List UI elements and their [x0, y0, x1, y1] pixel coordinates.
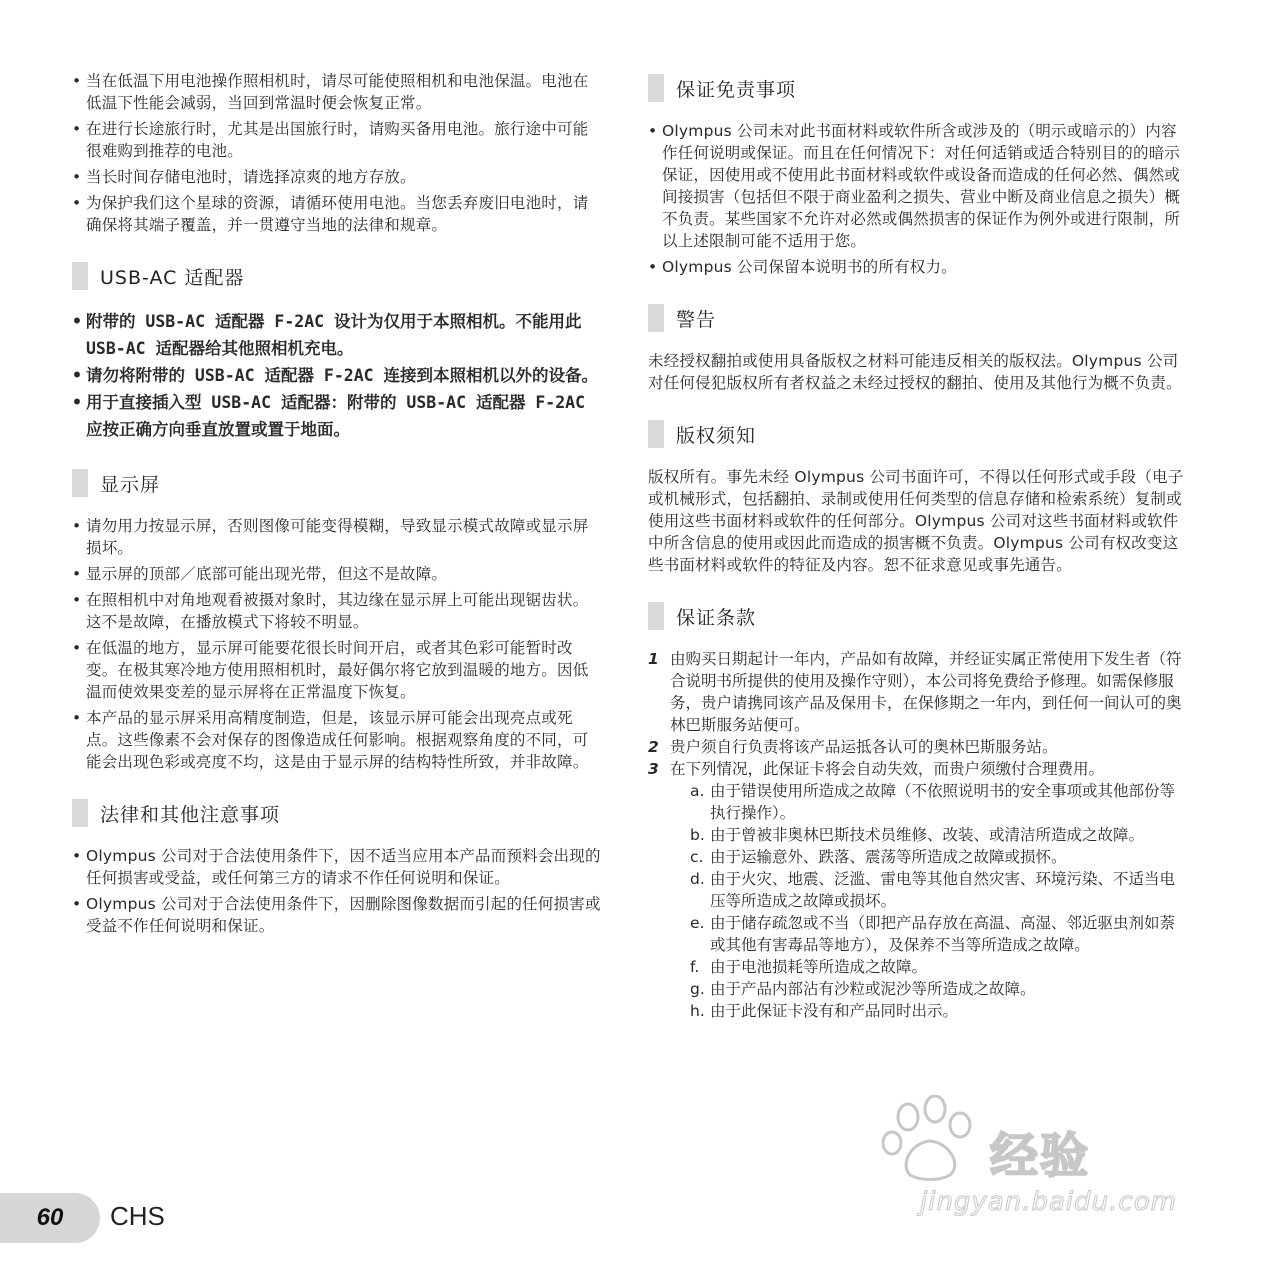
page-number-tab — [0, 1193, 100, 1243]
heading-bar — [648, 602, 664, 630]
sub-letter: f. — [690, 958, 700, 976]
item-number: 3 — [648, 760, 659, 778]
list-item: • Olympus 公司未对此书面材料或软件所含或涉及的（明示或暗示的）内容作任何说明或保证。而且在任何情况下：对任何适销或适合特别目的的暗示保证，因使用或不使用此书面材料或软件或设备而造成的任何必然、偶然或间接损害（包括但不限于商业盈利之损失、营业中断及商业信息之损失）概不负责。某些国家不允许对必然或偶然损害的保证作为例外或进行限制，所以上述限制可能不适用于您。 — [648, 120, 1188, 252]
sub-text: 由于电池损耗等所造成之故障。 — [710, 958, 928, 976]
sub-item — [690, 956, 1188, 978]
sub-text: 由于曾被非奥林巴斯技术员维修、改装、或清洁所造成之故障。 — [710, 826, 1145, 844]
item-text: 由购买日期起计一年内，产品如有故障，并经证实属正常使用下发生者（符合说明书所提供的使用及操作守则），本公司将免费给予修理。如需保修服务，贵户请携同该产品及保用卡，在保修期之一年内，到任何一间认可的奥林巴斯服务站便可。 — [670, 650, 1182, 734]
list-item: • 显示屏的顶部／底部可能出现光带，但这不是故障。 — [72, 563, 602, 585]
list-item: • 请勿用力按显示屏，否则图像可能变得模糊，导致显示模式故障或显示屏损坏。 — [72, 515, 602, 559]
page-number: 60 — [36, 1204, 64, 1231]
list-item: • Olympus 公司对于合法使用条件下，因不适当应用本产品而预料会出现的任何损害或受益，或任何第三方的请求不作任何说明和保证。 — [72, 845, 602, 889]
sub-letter: e. — [690, 914, 705, 932]
sub-item — [690, 824, 1188, 846]
warranty-heading — [648, 602, 1188, 630]
sub-letter: g. — [690, 980, 705, 998]
display-heading — [72, 469, 602, 497]
list-item: • 在进行长途旅行时，尤其是出国旅行时，请购买备用电池。旅行途中可能很难购到推荐的电池。 — [72, 118, 602, 162]
list-item: • Olympus 公司保留本说明书的所有权力。 — [648, 256, 1188, 278]
watermark-url: jingyan.baidu.com — [920, 1187, 1177, 1217]
section-title: 法律和其他注意事项 — [100, 803, 281, 826]
sub-letter: a. — [690, 782, 705, 800]
disclaimer-heading — [648, 74, 1188, 102]
sub-text: 由于此保证卡没有和产品同时出示。 — [710, 1002, 959, 1020]
list-item: • 为保护我们这个星球的资源，请循环使用电池。当您丢弃废旧电池时，请确保将其端子覆盖，并一贯遵守当地的法律和规章。 — [72, 192, 602, 236]
list-item: • 当在低温下用电池操作照相机时，请尽可能使照相机和电池保温。电池在低温下性能会减弱，当回到常温时便会恢复正常。 — [72, 70, 602, 114]
section-title: 版权须知 — [676, 424, 757, 447]
section-title: 保证免责事项 — [676, 78, 797, 101]
list-item: • Olympus 公司对于合法使用条件下，因删除图像数据而引起的任何损害或受益不作任何说明和保证。 — [72, 893, 602, 937]
heading-bar — [72, 262, 88, 290]
sub-text: 由于火灾、地震、泛滥、雷电等其他自然灾害、环境污染、不适当电压等所造成之故障或损坏。 — [710, 870, 1176, 910]
list-item: • 用于直接插入型 USB-AC 适配器：附带的 USB-AC 适配器 F-2AC 应按正确方向垂直放置或置于地面。 — [72, 389, 602, 443]
sub-text: 由于储存疏忽或不当（即把产品存放在高温、高湿、邻近驱虫剂如萘或其他有害毒品等地方），及保养不当等所造成之故障。 — [710, 914, 1176, 954]
sub-item — [690, 978, 1188, 1000]
section-title: 保证条款 — [676, 606, 757, 629]
list-item — [648, 648, 1188, 736]
list-item: • 在照相机中对角地观看被摄对象时，其边缘在显示屏上可能出现锯齿状。这不是故障，在播放模式下将较不明显。 — [72, 589, 602, 633]
sub-text: 由于产品内部沾有沙粒或泥沙等所造成之故障。 — [710, 980, 1036, 998]
heading-bar — [72, 799, 88, 827]
heading-bar — [72, 469, 88, 497]
list-item: • 本产品的显示屏采用高精度制造，但是，该显示屏可能会出现亮点或死点。这些像素不会对保存的图像造成任何影响。根据观察角度的不同，可能会出现色彩或亮度不均，这是由于显示屏的结构特性所致，并非故障。 — [72, 707, 602, 773]
legal-notes-list — [72, 845, 602, 937]
list-item: • 在低温的地方，显示屏可能要花很长时间开启，或者其色彩可能暂时改变。在极其寒冷地方使用照相机时，最好偶尔将它放到温暖的地方。因低温而使效果变差的显示屏将在正常温度下恢复。 — [72, 637, 602, 703]
warning-text: 未经授权翻拍或使用具备版权之材料可能违反相关的版权法。Olympus 公司对任何侵犯版权所有者权益之未经过授权的翻拍、使用及其他行为概不负责。 — [648, 352, 1182, 392]
baidu-watermark — [880, 1095, 1240, 1225]
item-text: 在下列情况，此保证卡将会自动失效，而贵户须缴付合理费用。 — [670, 760, 1105, 778]
list-item: • 附带的 USB-AC 适配器 F-2AC 设计为仅用于本照相机。不能用此 USB-AC 适配器给其他照相机充电。 — [72, 308, 602, 362]
display-notes-list — [72, 515, 602, 773]
battery-notes-list — [72, 70, 602, 236]
warranty-terms-list — [648, 648, 1188, 1022]
usb-adapter-list — [72, 308, 602, 443]
sub-item — [690, 1000, 1188, 1022]
watermark-brand: 经验 — [990, 1128, 1091, 1184]
sub-item — [690, 846, 1188, 868]
sub-letter: c. — [690, 848, 704, 866]
sub-letter: b. — [690, 826, 705, 844]
disclaimer-list — [648, 120, 1188, 278]
left-column — [72, 70, 602, 941]
item-number: 1 — [648, 650, 659, 668]
list-item: • 当长时间存储电池时，请选择凉爽的地方存放。 — [72, 166, 602, 188]
warranty-exclusions-list — [670, 780, 1188, 1022]
usb-adapter-heading — [72, 262, 602, 290]
language-code: CHS — [110, 1201, 165, 1231]
copyright-text: 版权所有。事先未经 Olympus 公司书面许可，不得以任何形式或手段（电子或机械形式，包括翻拍、录制或使用任何类型的信息存储和检索系统）复制或使用这些书面材料或软件的任何部分。Olympus 公司对这些书面材料或软件中所含信息的使用或因此而造成的损害概不负责。Olympus 公司有权改变这些书面材料或软件的特征及内容。恕不征求意见或事先通告。 — [648, 468, 1184, 574]
heading-bar — [648, 304, 664, 332]
warning-heading — [648, 304, 1188, 332]
item-text: 贵户须自行负责将该产品运抵各认可的奥林巴斯服务站。 — [670, 738, 1058, 756]
sub-item — [690, 912, 1188, 956]
paw-icon — [880, 1095, 980, 1185]
heading-bar — [648, 420, 664, 448]
legal-heading — [72, 799, 602, 827]
section-title: 显示屏 — [100, 473, 161, 496]
sub-text: 由于错误使用所造成之故障（不依照说明书的安全事项或其他部份等执行操作）。 — [710, 782, 1176, 822]
right-column — [648, 70, 1188, 1022]
sub-letter: d. — [690, 870, 705, 888]
item-number: 2 — [648, 738, 659, 756]
section-title: USB-AC 适配器 — [100, 266, 245, 289]
heading-bar — [648, 74, 664, 102]
sub-item — [690, 780, 1188, 824]
sub-item — [690, 868, 1188, 912]
sub-text: 由于运输意外、跌落、震荡等所造成之故障或损怀。 — [710, 848, 1067, 866]
list-item — [648, 736, 1188, 758]
copyright-heading — [648, 420, 1188, 448]
section-title: 警告 — [676, 308, 717, 331]
list-item — [648, 758, 1188, 1022]
list-item: • 请勿将附带的 USB-AC 适配器 F-2AC 连接到本照相机以外的设备。 — [72, 362, 602, 389]
sub-letter: h. — [690, 1002, 705, 1020]
